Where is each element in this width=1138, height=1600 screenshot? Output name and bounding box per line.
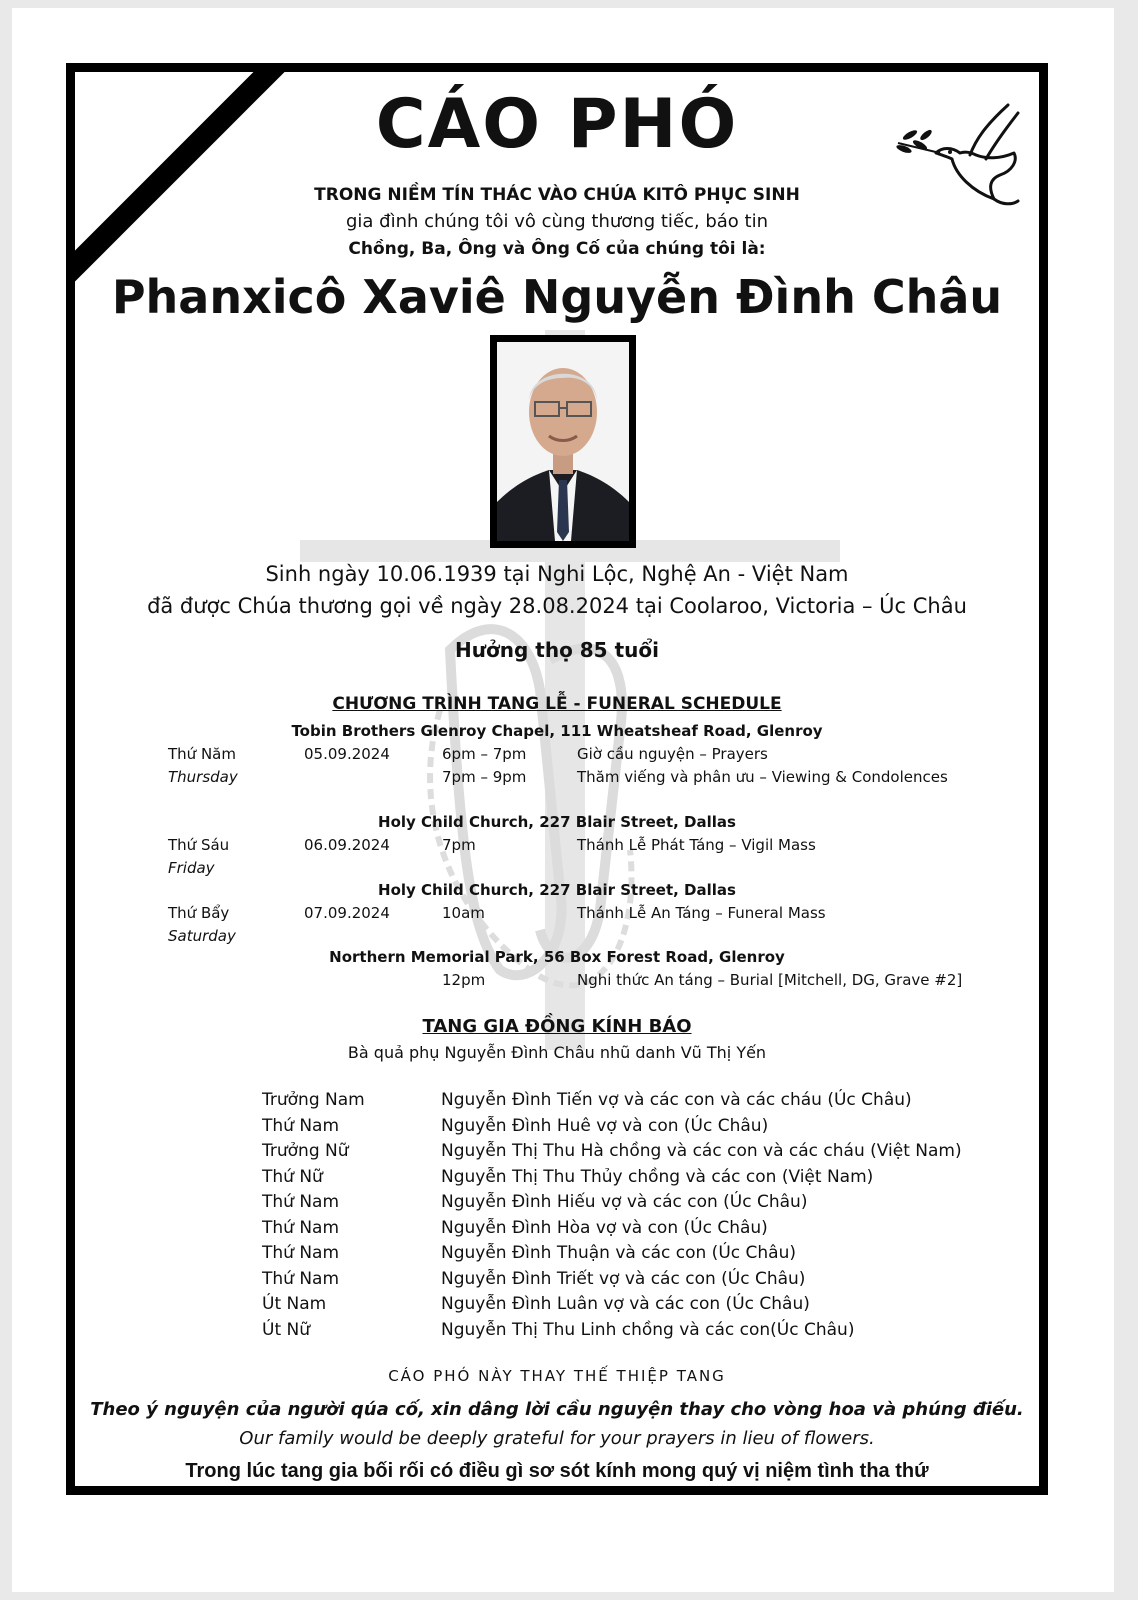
family-member-name: Nguyễn Đình Thuận và các con (Úc Châu) (441, 1243, 796, 1263)
family-member-role: Trưởng Nữ (262, 1141, 349, 1161)
death-line: đã được Chúa thương gọi về ngày 28.08.2024 tại Coolaroo, Victoria – Úc Châu (147, 594, 967, 618)
family-member-role: Thứ Nam (262, 1217, 340, 1238)
announcement-line: gia đình chúng tôi vô cùng thương tiếc, báo tin (345, 211, 769, 232)
schedule-time: 7pm – 9pm (442, 768, 527, 786)
deceased-name: Phanxicô Xaviê Nguyễn Đình Châu (111, 270, 1003, 324)
family-member-name: Nguyễn Đình Tiến vợ và các con và các cháu (Úc Châu) (441, 1090, 912, 1110)
schedule-event: Thánh Lễ Phát Táng – Vigil Mass (577, 836, 816, 854)
day-en: Friday (168, 859, 215, 877)
day-vn: Thứ Bẩy (168, 904, 230, 922)
schedule-time: 12pm (442, 971, 486, 989)
family-member-name: Nguyễn Thị Thu Hà chồng và các con và các cháu (Việt Nam) (441, 1141, 962, 1161)
family-heading: TANG GIA ĐỒNG KÍNH BÁO (422, 1016, 692, 1037)
venue-holy-child-church: Holy Child Church, 227 Blair Street, Dallas (378, 813, 736, 831)
schedule-event: Giờ cầu nguyện – Prayers (577, 745, 768, 763)
family-member-role: Thứ Nữ (262, 1166, 323, 1187)
family-member-name: Nguyễn Đình Huê vợ và con (Úc Châu) (441, 1115, 769, 1136)
family-member-role: Trưởng Nam (262, 1090, 365, 1110)
age-line: Hưởng thọ 85 tuổi (455, 638, 659, 662)
venue-northern-memorial-park: Northern Memorial Park, 56 Box Forest Road, Glenroy (329, 948, 785, 966)
day-vn: Thứ Sáu (168, 836, 230, 854)
family-member-role: Thứ Nam (262, 1243, 340, 1263)
birth-line: Sinh ngày 10.06.1939 tại Nghi Lộc, Nghệ An - Việt Nam (265, 562, 849, 586)
widow-line: Bà quả phụ Nguyễn Đình Châu nhũ danh Vũ Thị Yến (347, 1043, 767, 1062)
day-en: Saturday (168, 927, 236, 945)
grateful-line: Our family would be deeply grateful for your prayers in lieu of flowers. (239, 1428, 875, 1449)
schedule-date: 05.09.2024 (304, 745, 390, 763)
schedule-event: Nghi thức An táng – Burial [Mitchell, DG, Grave #2] (577, 971, 963, 989)
schedule-time: 10am (442, 904, 485, 922)
replaces-card-note: CÁO PHÓ NÀY THAY THẾ THIỆP TANG (388, 1367, 726, 1385)
venue-tobin-brothers: Tobin Brothers Glenroy Chapel, 111 Wheatsheaf Road, Glenroy (291, 722, 823, 740)
schedule-date: 07.09.2024 (304, 904, 390, 922)
deceased-portrait (490, 335, 636, 548)
page-title: CÁO PHÓ (375, 85, 739, 164)
family-member-role: Út Nữ (262, 1319, 311, 1340)
family-member-name: Nguyễn Đình Luân vợ và các con (Úc Châu) (441, 1294, 810, 1314)
day-en: Thursday (168, 768, 238, 786)
family-member-name: Nguyễn Đình Hiếu vợ và các con (Úc Châu) (441, 1192, 808, 1212)
family-member-role: Thứ Nam (262, 1115, 340, 1136)
family-member-name: Nguyễn Thị Thu Linh chồng và các con(Úc Châu) (441, 1319, 855, 1340)
schedule-event: Thánh Lễ An Táng – Funeral Mass (577, 904, 826, 922)
schedule-event: Thăm viếng và phân ưu – Viewing & Condolences (577, 768, 948, 786)
schedule-date: 06.09.2024 (304, 836, 390, 854)
family-member-role: Út Nam (262, 1294, 327, 1314)
family-member-name: Nguyễn Thị Thu Thủy chồng và các con (Việt Nam) (441, 1166, 874, 1187)
schedule-heading: CHƯƠNG TRÌNH TANG LỄ - FUNERAL SCHEDULE (332, 694, 782, 714)
day-vn: Thứ Năm (168, 745, 236, 763)
schedule-time: 6pm – 7pm (442, 745, 527, 763)
family-member-name: Nguyễn Đình Triết vợ và các con (Úc Châu) (441, 1268, 806, 1289)
family-member-role: Thứ Nam (262, 1268, 340, 1289)
forgiveness-line: Trong lúc tang gia bối rối có điều gì sơ sót kính mong quý vị niệm tình tha thứ (185, 1460, 929, 1482)
schedule-time: 7pm (442, 836, 476, 854)
wish-line: Theo ý nguyện của người qúa cố, xin dâng lời cầu nguyện thay cho vòng hoa và phúng điếu. (90, 1399, 1024, 1420)
venue-holy-child-church: Holy Child Church, 227 Blair Street, Dallas (378, 881, 736, 899)
family-member-name: Nguyễn Đình Hòa vợ và con (Úc Châu) (441, 1217, 768, 1238)
family-member-role: Thứ Nam (262, 1192, 340, 1212)
relation-line: Chồng, Ba, Ông và Ông Cố của chúng tôi là: (348, 239, 766, 259)
faith-line: TRONG NIỀM TÍN THÁC VÀO CHÚA KITÔ PHỤC SINH (314, 185, 800, 205)
